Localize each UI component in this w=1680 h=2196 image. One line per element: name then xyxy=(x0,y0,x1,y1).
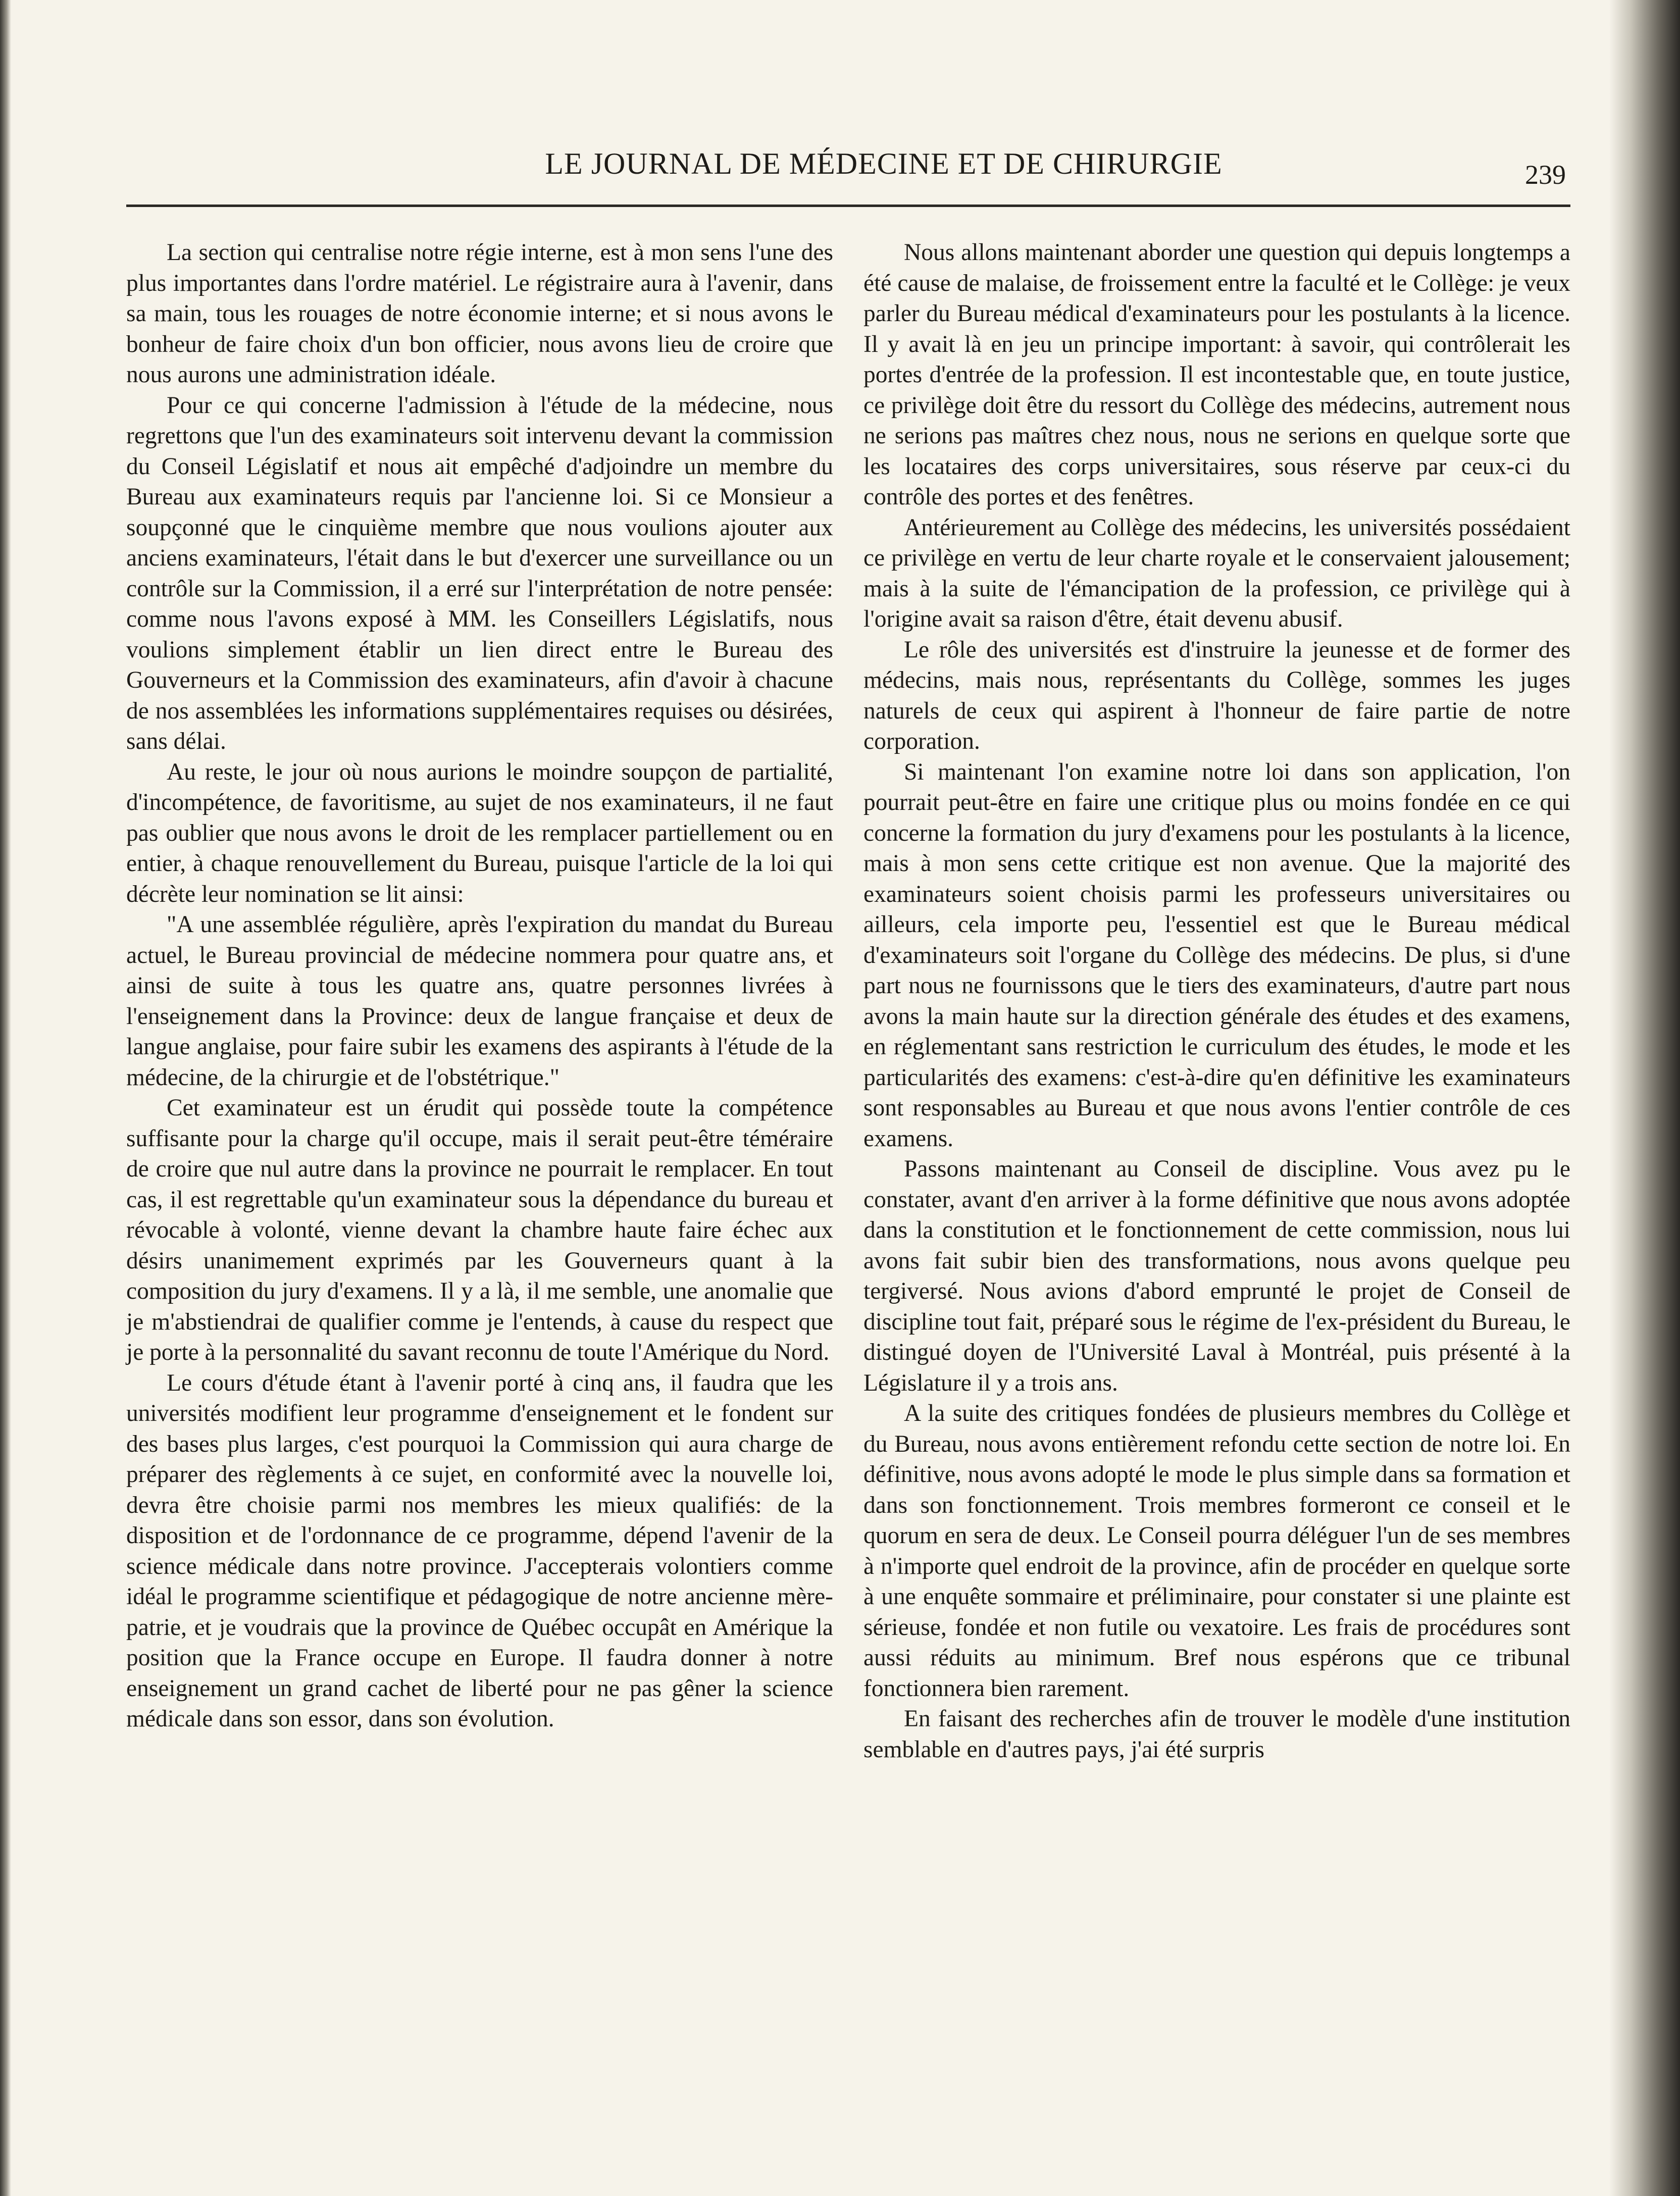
running-title: LE JOURNAL DE MÉDECINE ET DE CHIRURGIE xyxy=(545,147,1223,180)
paragraph: Au reste, le jour où nous aurions le moindre soupçon de partialité, d'incompétence, de favoritisme, au sujet de nos examinateurs, il ne faut pas oublier que nous avons le droit de les remplacer partiellement ou en entier, à chaque renouvellement du Bureau, puisque l'article de la loi qui décrète leur nomination se lit ainsi: xyxy=(126,758,833,907)
left-column xyxy=(126,237,833,1734)
scan-right-edge xyxy=(1609,0,1680,2196)
scan-left-edge xyxy=(0,0,11,2196)
paragraph: Le cours d'étude étant à l'avenir porté à cinq ans, il faudra que les universités modifient leur programme d'enseignement et le fondent sur des bases plus larges, c'est pourquoi la Commission qui aura charge de préparer des règlements à ce sujet, en conformité avec la nouvelle loi, devra être choisie parmi nos membres les mieux qualifiés: de la disposition et de l'ordonnance de ce programme, dépend l'avenir de la science médicale dans notre province. J'accepterais volontiers comme idéal le programme scientifique et pédagogique de notre ancienne mère-patrie, et je voudrais que la province de Québec occupât en Amérique la position que la France occupe en Europe. Il faudra donner à notre enseignement un grand cachet de liberté pour ne pas gêner la science médicale dans son essor, dans son évolution. xyxy=(126,1369,833,1732)
paragraph: Si maintenant l'on examine notre loi dans son application, l'on pourrait peut-être en faire une critique plus ou moins fondée en ce qui concerne la formation du jury d'examens pour les postulants à la licence, mais à mon sens cette critique est non avenue. Que la majorité des examinateurs soient choisis parmi les professeurs universitaires ou ailleurs, cela importe peu, l'essentiel est que le Bureau médical d'examinateurs soit l'organe du Collège des médecins. De plus, si d'une part nous ne fournissons que le tiers des examinateurs, d'autre part nous avons la main haute sur la direction générale des études et des examens, en réglementant sans restriction le curriculum des études, le mode et les particularités des examens: c'est-à-dire qu'en définitive les examinateurs sont responsables au Bureau et que nous avons l'entier contrôle de ces examens. xyxy=(863,758,1570,1152)
header-rule xyxy=(126,205,1570,207)
paragraph: Passons maintenant au Conseil de discipline. Vous avez pu le constater, avant d'en arriver à la forme définitive que nous avons adoptée dans la constitution et le fonctionnement de cette commission, nous lui avons fait subir bien des transformations, nous avons quelque peu tergiversé. Nous avions d'abord emprunté le projet de Conseil de discipline tout fait, préparé sous le régime de l'ex-président du Bureau, le distingué doyen de l'Université Laval à Montréal, puis présenté à la Législature il y a trois ans. xyxy=(863,1156,1570,1396)
paragraph: Nous allons maintenant aborder une question qui depuis longtemps a été cause de malaise, de froissement entre la faculté et le Collège: je veux parler du Bureau médical d'examinateurs pour les postulants à la licence. Il y avait là en jeu un principe important: à savoir, qui contrôlerait les portes d'entrée de la profession. Il est incontestable que, en toute justice, ce privilège doit être du ressort du Collège des médecins, autrement nous ne serions pas maîtres chez nous, nous ne serions en quelque sorte que les locataires des corps universitaires, sous réserve par ceux-ci du contrôle des portes et des fenêtres. xyxy=(863,239,1570,510)
paragraph: Pour ce qui concerne l'admission à l'étude de la médecine, nous regrettons que l'un des examinateurs soit intervenu devant la commission du Conseil Législatif et nous ait empêché d'adjoindre un membre du Bureau aux examinateurs requis par l'ancienne loi. Si ce Monsieur a soupçonné que le cinquième membre que nous voulions ajouter aux anciens examinateurs, l'était dans le but d'exercer une surveillance ou un contrôle sur la Commission, il a erré sur l'interprétation de notre pensée: comme nous l'avons exposé à MM. les Conseillers Législatifs, nous voulions simplement établir un lien direct entre le Bureau des Gouverneurs et la Commission des examinateurs, afin d'avoir à chacune de nos assemblées les informations supplémentaires requises ou désirées, sans délai. xyxy=(126,392,833,754)
quoted-law-paragraph: "A une assemblée régulière, après l'expiration du mandat du Bureau actuel, le Bureau provincial de médecine nommera pour quatre ans, et ainsi de suite à tous les quatre ans, quatre personnes livrées à l'enseignement dans la Province: deux de langue française et deux de langue anglaise, pour faire subir les examens des aspirants à l'étude de la médecine, de la chirurgie et de l'obstétrique." xyxy=(126,911,833,1091)
paragraph: A la suite des critiques fondées de plusieurs membres du Collège et du Bureau, nous avons entièrement refondu cette section de notre loi. En définitive, nous avons adopté le mode le plus simple dans sa formation et dans son fonctionnement. Trois membres formeront ce conseil et le quorum en sera de deux. Le Conseil pourra déléguer l'un de ses membres à n'importe quel endroit de la province, afin de procéder en quelque sorte à une enquête sommaire et préliminaire, pour constater si une plainte est sérieuse, fondée et non futile ou vexatoire. Les frais de procédures sont aussi réduits au minimum. Bref nous espérons que ce tribunal fonctionnera bien rarement. xyxy=(863,1400,1570,1702)
page-number: 239 xyxy=(1525,160,1566,190)
right-column xyxy=(863,237,1570,1765)
paragraph: Antérieurement au Collège des médecins, les universités possédaient ce privilège en vertu de leur charte royale et le conservaient jalousement; mais à la suite de l'émancipation de la profession, ce privilège qui à l'origine avait sa raison d'être, était devenu abusif. xyxy=(863,514,1570,632)
paragraph: Le rôle des universités est d'instruire la jeunesse et de former des médecins, mais nous, représentants du Collège, sommes les juges naturels de ceux qui aspirent à l'honneur de faire partie de notre corporation. xyxy=(863,636,1570,754)
paragraph: La section qui centralise notre régie interne, est à mon sens l'une des plus importantes dans l'ordre matériel. Le régistraire aura à l'avenir, dans sa main, tous les rouages de notre économie interne; et si nous avons le bonheur de faire choix d'un bon officier, nous avons lieu de croire que nous aurons une administration idéale. xyxy=(126,239,833,388)
paragraph: En faisant des recherches afin de trouver le modèle d'une institution semblable en d'autres pays, j'ai été surpris xyxy=(863,1706,1570,1763)
paragraph: Cet examinateur est un érudit qui possède toute la compétence suffisante pour la charge qu'il occupe, mais il serait peut-être téméraire de croire que nul autre dans la province ne pourrait le remplacer. En tout cas, il est regrettable qu'un examinateur sous la dépendance du bureau et révocable à volonté, vienne devant la chambre haute faire échec aux désirs unanimement exprimés par les Gouverneurs quant à la composition du jury d'examens. Il y a là, il me semble, une anomalie que je m'abstiendrai de qualifier comme je l'entends, à cause du respect que je porte à la personnalité du savant reconnu de toute l'Amérique du Nord. xyxy=(126,1095,833,1365)
